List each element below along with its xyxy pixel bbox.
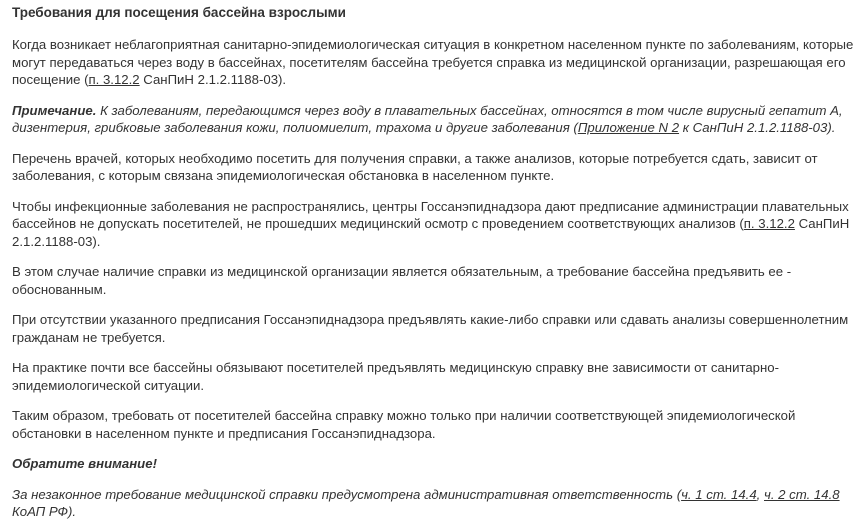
paragraph-text: Чтобы инфекционные заболевания не распространялись, центры Госсанэпиднадзора дают предписание администрации плавательных бассейнов не допускать посетителей, не прошедших медицинский осмотр с проведением соответствующих анализов ( xyxy=(12,198,849,231)
link-koap-14-8[interactable]: ч. 2 ст. 14.8 xyxy=(764,486,840,502)
paragraph-doctors-list: Перечень врачей, которых необходимо посетить для получения справки, а также анализов, которые потребуется сдать, зависит от заболевания, с которым связана эпидемиологическая обстановка в населенном пункте. xyxy=(12,150,818,183)
link-sanpin-3-12-2-second[interactable]: п. 3.12.2 xyxy=(743,216,795,231)
page-title: Требования для посещения бассейна взрослыми xyxy=(12,5,346,20)
note-label: Примечание. xyxy=(12,102,97,118)
paragraph-prescription xyxy=(12,198,857,251)
paragraph-no-prescription: При отсутствии указанного предписания Госсанэпиднадзора предъявлять какие-либо справки или сдавать анализы совершеннолетним гражданам не требуется. xyxy=(12,312,849,345)
paragraph-mandatory: В этом случае наличие справки из медицинской организации является обязательным, а требование бассейна предъявить ее - обоснованным. xyxy=(12,264,792,297)
paragraph-tail: СанПиН 2.1.2.1188-03). xyxy=(139,72,287,87)
link-koap-14-4[interactable]: ч. 1 ст. 14.4 xyxy=(681,486,757,502)
paragraph-tail: КоАП РФ). xyxy=(12,504,77,519)
link-separator: , xyxy=(756,486,764,502)
note-tail: к СанПиН 2.1.2.1188-03). xyxy=(679,120,836,135)
paragraph-practice: На практике почти все бассейны обязывают посетителей предъявлять медицинскую справку вне зависимости от санитарно-эпидемиологической ситуации. xyxy=(12,360,780,393)
note-text: К заболеваниям, передающимся через воду в плавательных бассейнах, относятся в том числе вирусный гепатит А, дизентерия, грибковые заболевания кожи, полиомиелит, трахома и другие заболевания ( xyxy=(12,102,843,135)
paragraph-tail: СанПиН 2.1.2.1188-03). xyxy=(12,216,850,249)
attention-heading: Обратите внимание! xyxy=(12,456,157,471)
link-appendix-2[interactable]: Приложение N 2 xyxy=(577,120,680,135)
paragraph-liability xyxy=(12,486,857,521)
paragraph-certificate-requirement xyxy=(12,36,857,89)
paragraph-text: Когда возникает неблагоприятная санитарно-эпидемиологическая ситуация в конкретном населенном пункте по заболеваниям, которые могут передаваться через воду в бассейнах, посетителям бассейна требуется справка из медицинской организации, разрешающая его посещение ( xyxy=(12,37,854,87)
paragraph-conclusion: Таким образом, требовать от посетителей бассейна справку можно только при наличии соответствующей эпидемиологической обстановки в населенном пункте и предписания Госсанэпиднадзора. xyxy=(12,408,796,441)
note-paragraph xyxy=(12,102,857,137)
paragraph-text: За незаконное требование медицинской справки предусмотрена административная ответственность ( xyxy=(12,486,682,502)
link-sanpin-3-12-2[interactable]: п. 3.12.2 xyxy=(88,72,140,87)
